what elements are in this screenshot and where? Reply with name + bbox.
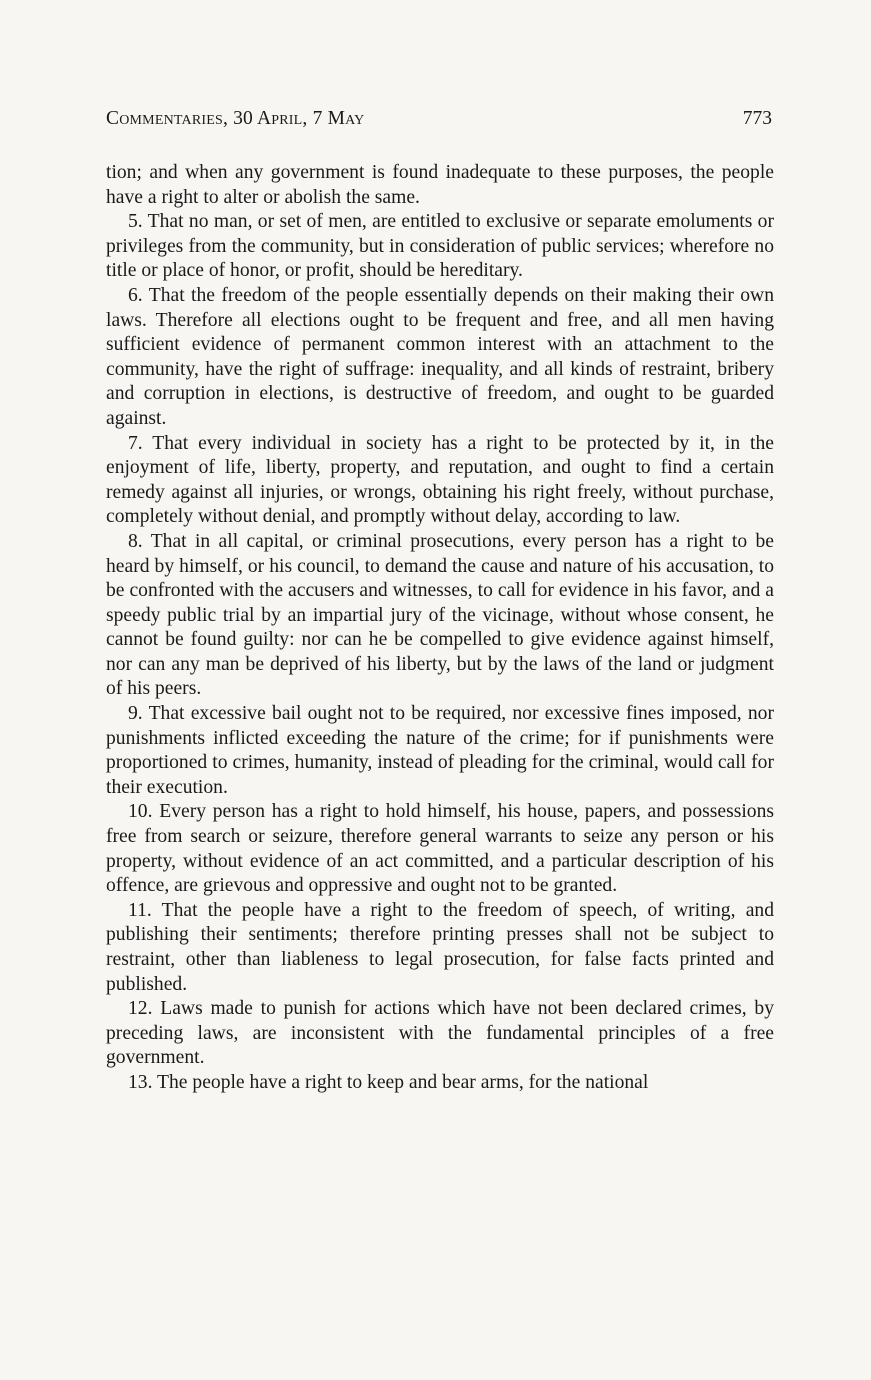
article-9: 9. That excessive bail ought not to be required, nor excessive fines imposed, nor punishments inflicted exceeding the nature of the crime; for if punishments were proportioned to crimes, humanity, instead of pleading for the criminal, would call for their execution. — [106, 703, 774, 798]
article-8: 8. That in all capital, or criminal prosecutions, every person has a right to be heard by himself, or his council, to demand the cause and nature of his accusation, to be confronted with the accusers and witnesses, to call for evidence in his favor, and a speedy public trial by an impartial jury of the vicinage, without whose consent, he cannot be found guilty: nor can he be compelled to give evidence against himself, nor can any man be deprived of his liberty, but by the laws of the land or judgment of his peers. — [106, 530, 774, 700]
article-11: 11. That the people have a right to the freedom of speech, of writing, and publishing their sentiments; therefore printing presses shall not be subject to restraint, other than liableness to legal prosecution, for false facts printed and published. — [106, 899, 774, 995]
article-10: 10. Every person has a right to hold himself, his house, papers, and possessions free from search or seizure, therefore general warrants to seize any person or his property, without evidence of an act committed, and a particular description of his offence, are grievous and oppressive and ought not to be granted. — [106, 801, 774, 897]
article-5: 5. That no man, or set of men, are entitled to exclusive or separate emoluments or privileges from the community, but in consideration of public services; wherefore no title or place of honor, or profit, should be hereditary. — [106, 211, 774, 282]
article-6: 6. That the freedom of the people essentially depends on their making their own laws. Therefore all elections ought to be frequent and free, and all men having sufficient evidence of permanent common interest with an attachment to the community, have the right of suffrage: inequality, and all kinds of restraint, bribery and corruption in elections, is destructive of freedom, and ought to be guarded against. — [106, 284, 774, 429]
page-number: 773 — [742, 108, 772, 129]
article-12: 12. Laws made to punish for actions which have not been declared crimes, by preceding laws, are inconsistent with the fundamental principles of a free government. — [106, 998, 774, 1069]
paragraph-continuation: tion; and when any government is found inadequate to these purposes, the people have a right to alter or abolish the same. — [106, 162, 774, 208]
running-head — [106, 108, 774, 134]
document-page — [106, 108, 774, 1096]
body-text — [106, 161, 774, 1096]
article-7: 7. That every individual in society has a right to be protected by it, in the enjoyment of life, liberty, property, and reputation, and ought to find a certain remedy against all injuries, or wrongs, obtaining his right freely, without purchase, completely without denial, and promptly without delay, according to law. — [106, 432, 774, 528]
article-13: 13. The people have a right to keep and bear arms, for the national — [128, 1071, 649, 1093]
running-head-title: Commentaries, 30 April, 7 May — [106, 108, 365, 129]
